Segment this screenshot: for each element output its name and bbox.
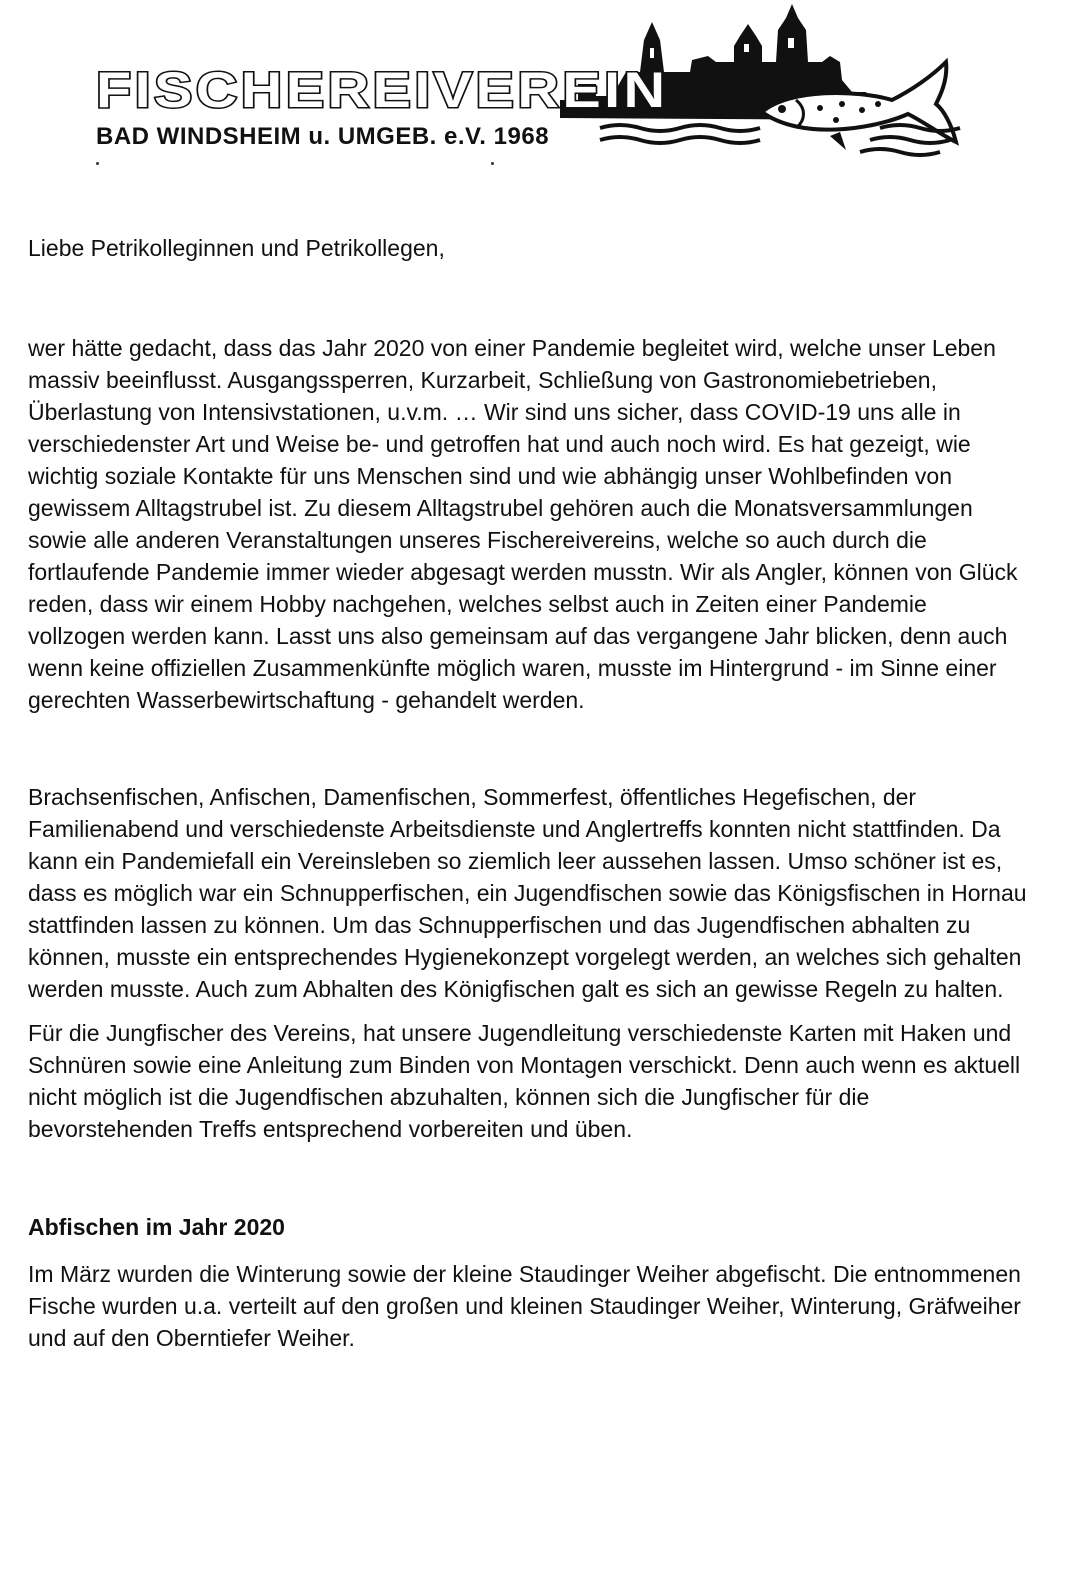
section-heading: Abfischen im Jahr 2020 [28,1214,285,1240]
paragraph-pandemic: wer hätte gedacht, dass das Jahr 2020 von einer Pandemie begleitet wird, welche unser Leben massiv beeinflusst. Ausgangssperren, Kurzarbeit, Schließung von Gastronomiebetrieben, Überlastung von Intensivstationen, u.v.m. … Wir sind uns sicher, dass COVID-19 uns alle in verschiedenster Art und Weise be- und getroffen hat und auch noch wird. Es hat gezeigt, wie wichtig soziale Kontakte für uns Menschen sind und wie abhängig unser Wohlbefinden von gewissem Alltagstrubel ist. Zu diesem Alltagstrubel gehören auch die Monatsversammlungen sowie alle anderen Veranstaltungen unseres Fischereivereins, welche so auch durch die fortlaufende Pandemie immer wieder abgesagt werden musstn. Wir als Angler, können von Glück reden, dass wir einem Hobby nachgehen, welches selbst auch in Zeiten einer Pandemie vollzogen werden kann. Lasst uns also gemeinsam auf das vergangene Jahr blicken, denn auch wenn keine offiziellen Zusammenkünfte möglich waren, musste im Hintergrund - im Sinne einer gerechten Wasserbewirtschaftung - gehandelt werden. [28,335,1018,713]
paragraph-abfischen: Im März wurden die Winterung sowie der kleine Staudinger Weiher abgefischt. Die entnommenen Fische wurden u.a. verteilt auf den großen und kleinen Staudinger Weiher, Winterung, Gräfweiher und auf den Oberntiefer Weiher. [28,1261,1021,1351]
club-subline: BAD WINDSHEIM u. UMGEB. e.V. 1968 [96,123,550,150]
letterhead [0,0,1070,200]
paragraph-youth: Für die Jungfischer des Vereins, hat unsere Jugendleitung verschiedenste Karten mit Haken und Schnüren sowie eine Anleitung zum Binden von Montagen verschickt. Denn auch wenn es aktuell nicht möglich ist die Jugendfischen abzuhalten, können sich die Jungfischer für die bevorstehenden Treffs entsprechend vorbereiten und üben. [28,1020,1021,1142]
paragraph-events: Brachsenfischen, Anfischen, Damenfischen, Sommerfest, öffentliches Hegefischen, der Familienabend und verschiedenste Arbeitsdienste und Anglertreffs konnten nicht stattfinden. Da kann ein Pandemiefall ein Vereinsleben so ziemlich leer aussehen lassen. Umso schöner ist es, dass es möglich war ein Schnupperfischen, ein Jugendfischen sowie das Königsfischen in Hornau stattfinden lassen zu können. Um das Schnupperfischen und das Jugendfischen abhalten zu können, musste ein entsprechendes Hygienekonzept vorgelegt werden, an welches sich gehalten werden musste. Auch zum Abhalten des Königfischen galt es sich an gewisse Regeln zu halten. [28,784,1027,1002]
decorative-dot [96,162,99,165]
decorative-dot [491,162,494,165]
letter-greeting: Liebe Petrikolleginnen und Petrikollegen, [28,235,445,261]
club-name: FISCHEREIVEREIN [96,62,669,118]
letter-body [28,232,1028,1354]
